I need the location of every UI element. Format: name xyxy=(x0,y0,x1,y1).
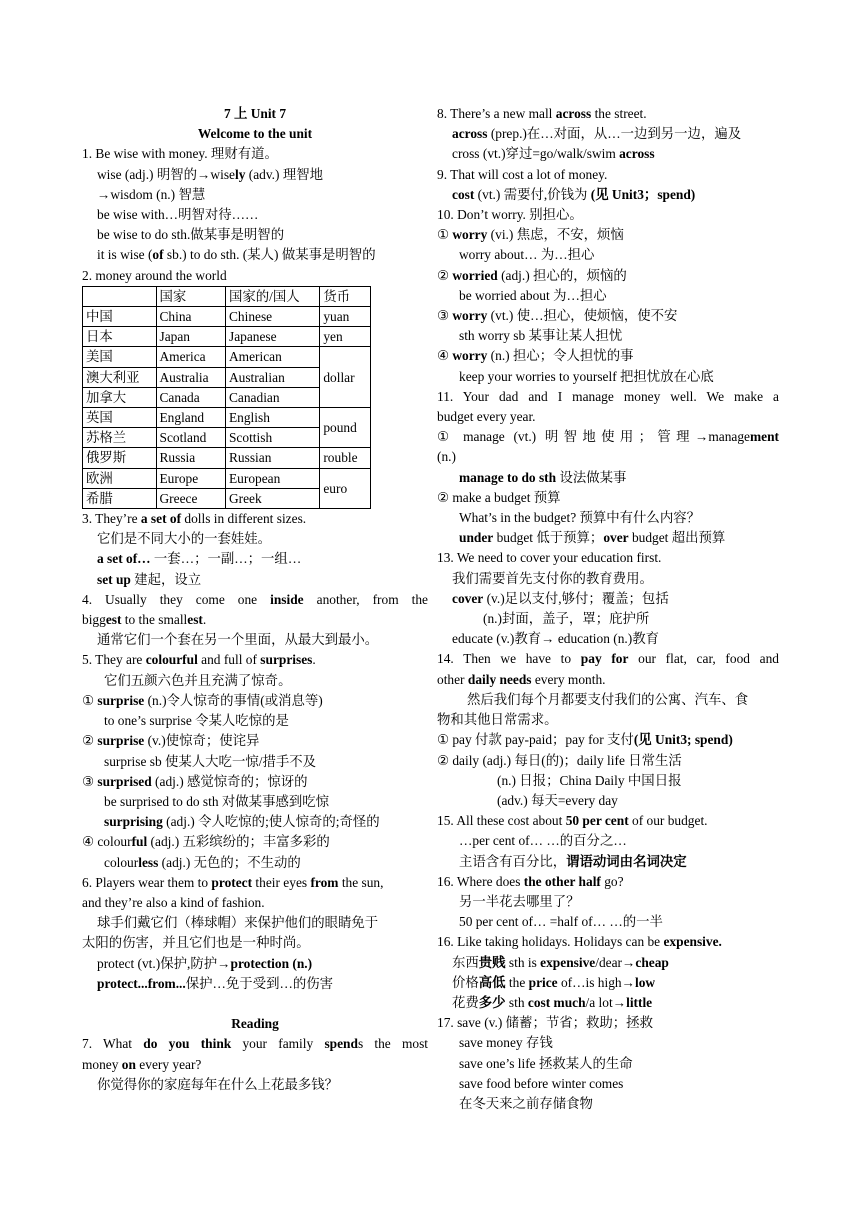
text-line: 3. They’re a set of dolls in different sizes. xyxy=(82,511,307,527)
table-cell: Canadian xyxy=(225,387,319,407)
text-line: 东西贵贱 sth is expensive/dear→cheap xyxy=(452,954,669,970)
text-line: 我们需要首先支付你的教育费用。 xyxy=(452,570,653,586)
text-line: 花费多少 sth cost much/a lot→little xyxy=(452,994,653,1010)
text-line: money on every year? xyxy=(82,1056,202,1072)
text-line: 1. Be wise with money. 理财有道。 xyxy=(82,146,278,162)
text-line: save one’s life 拯救某人的生命 xyxy=(459,1055,633,1071)
text-line: protect (vt.)保护,防护→protection (n.) xyxy=(97,955,313,971)
table-cell: 日本 xyxy=(83,327,157,347)
text-line: What’s in the budget? 预算中有什么内容？ xyxy=(459,510,700,526)
text-line: Welcome to the unit xyxy=(197,126,313,142)
table-cell: 美国 xyxy=(83,347,157,367)
right-column xyxy=(437,104,779,1114)
text-line: set up 建起，设立 xyxy=(97,571,202,587)
table-cell: Japanese xyxy=(225,327,319,347)
text-line: a set of… 一套…；一副…；一组… xyxy=(97,551,302,567)
text-line: (adv.) 每天=every day xyxy=(497,792,618,808)
table-cell: American xyxy=(225,347,319,367)
text-line: and they’re also a kind of fashion. xyxy=(82,894,265,910)
text-line: …per cent of… …的百分之… xyxy=(459,833,627,849)
table-row xyxy=(83,408,371,428)
text-line: ② daily (adj.) 每日(的)；daily life 日常生活 xyxy=(437,752,682,768)
text-line: surprising (adj.) 令人吃惊的;使人惊奇的;奇怪的 xyxy=(104,814,380,830)
text-line: ④ worry (n.) 担心；令人担忧的事 xyxy=(437,348,634,364)
table-cell: European xyxy=(225,468,319,488)
table-cell: 加拿大 xyxy=(83,387,157,407)
text-line: 10. Don’t worry. 别担心。 xyxy=(437,207,583,223)
text-line: ③ surprised (adj.) 感觉惊奇的；惊讶的 xyxy=(82,773,308,789)
text-line: 然后我们每个月都要支付我们的公寓、汽车、食 xyxy=(467,691,749,707)
table-cell: 英国 xyxy=(83,408,157,428)
text-line: save money 存钱 xyxy=(459,1035,553,1051)
currency-table xyxy=(82,286,371,509)
text-line: 另一半花去哪里了？ xyxy=(459,893,580,909)
text-line: under budget 低于预算；over budget 超出预算 xyxy=(459,530,726,546)
text-line: 8. There’s a new mall across the street. xyxy=(437,106,647,121)
text-line: 11. Your dad and I manage money well. We make a xyxy=(437,388,779,404)
text-line: 太阳的伤害，并且它们也是一种时尚。 xyxy=(82,935,310,951)
text-line: cover (v.)足以支付,够付；覆盖；包括 xyxy=(452,590,669,606)
table-cell: Russia xyxy=(156,448,225,468)
currency-cell: dollar xyxy=(320,347,371,408)
text-line: 它们五颜六色并且充满了惊奇。 xyxy=(104,672,292,688)
text-line: 15. All these cost about 50 per cent of our budget. xyxy=(437,813,708,829)
text-line: cross (vt.)穿过=go/walk/swim across xyxy=(452,146,655,162)
text-line: other daily needs every month. xyxy=(437,671,606,687)
table-cell: 澳大利亚 xyxy=(83,367,157,387)
text-line: 通常它们一个套在另一个里面，从最大到最小。 xyxy=(97,632,379,648)
text-line: 2. money around the world xyxy=(82,267,227,283)
text-line: be surprised to do sth 对做某事感到吃惊 xyxy=(104,793,330,809)
text-line: 7. What do you think your family spends the most xyxy=(82,1036,428,1052)
text-line: protect...from...保护…免于受到…的伤害 xyxy=(97,975,334,991)
text-line: be wise with…明智对待…… xyxy=(97,207,259,223)
text-line: 你觉得你的家庭每年在什么上花最多钱？ xyxy=(97,1076,339,1092)
text-line: 物和其他日常需求。 xyxy=(437,712,558,728)
spacer xyxy=(82,994,428,1014)
table-cell: English xyxy=(225,408,319,428)
table-cell: Japan xyxy=(156,327,225,347)
text-line: 17. save (v.) 储蓄；节省；救助；拯救 xyxy=(437,1015,653,1031)
currency-cell: rouble xyxy=(320,448,371,468)
table-cell: 希腊 xyxy=(83,488,157,508)
text-line: (n.)封面，盖子，罩；庇护所 xyxy=(483,611,650,627)
text-line: 7 上 Unit 7 xyxy=(223,106,287,121)
currency-cell: euro xyxy=(320,468,371,508)
currency-cell: yuan xyxy=(320,307,371,327)
text-line: 主语含有百分比，谓语动词由名词决定 xyxy=(459,853,687,869)
table-cell: 苏格兰 xyxy=(83,428,157,448)
text-line: ① pay 付款 pay-paid；pay for 支付(见 Unit3; spend) xyxy=(437,732,733,748)
table-cell: 俄罗斯 xyxy=(83,448,157,468)
text-line: ③ worry (vt.) 使…担心，使烦恼，使不安 xyxy=(437,308,678,324)
table-row xyxy=(83,468,371,488)
text-line: ④ colourful (adj.) 五彩缤纷的；丰富多彩的 xyxy=(82,834,330,850)
table-header-cell: 货币 xyxy=(320,286,371,306)
table-cell: Australian xyxy=(225,367,319,387)
text-line: be worried about 为…担心 xyxy=(459,287,607,303)
text-line: (n.) xyxy=(437,449,456,465)
table-cell: Greek xyxy=(225,488,319,508)
text-line: be wise to do sth.做某事是明智的 xyxy=(97,227,285,243)
text-line: 它们是不同大小的一套娃娃。 xyxy=(97,531,272,547)
table-header-cell: 国家的/国人 xyxy=(225,286,319,306)
text-line: 14. Then we have to pay for our flat, car, food and xyxy=(437,651,779,667)
table-cell: Scottish xyxy=(225,428,319,448)
text-line: 4. Usually they come one inside another, from the xyxy=(82,591,428,607)
table-cell: China xyxy=(156,307,225,327)
text-line: it is wise (of sb.) to do sth. (某人) 做某事是明智的 xyxy=(97,247,376,263)
text-line: 6. Players wear them to protect their eyes from the sun, xyxy=(82,874,384,890)
currency-cell: pound xyxy=(320,408,371,448)
text-line: Reading xyxy=(231,1016,279,1032)
text-line: wise (adj.) 明智的→wisely (adv.) 理智地 xyxy=(97,166,324,182)
text-line: colourless (adj.) 无色的；不生动的 xyxy=(104,854,301,870)
text-line: 价格高低 the price of…is high→low xyxy=(452,974,656,990)
table-cell: Canada xyxy=(156,387,225,407)
left-column xyxy=(82,104,428,1095)
text-line: 16. Like taking holidays. Holidays can be expensive. xyxy=(437,934,722,950)
table-row xyxy=(83,347,371,367)
table-cell: Greece xyxy=(156,488,225,508)
currency-cell: yen xyxy=(320,327,371,347)
text-line: cost (vt.) 需要付,价钱为 (见 Unit3；spend) xyxy=(452,186,696,202)
text-line: 13. We need to cover your education first. xyxy=(437,550,662,566)
table-cell: Scotland xyxy=(156,428,225,448)
text-line: 16. Where does the other half go? xyxy=(437,873,624,889)
text-line: across (prep.)在…对面，从…一边到另一边，遍及 xyxy=(452,126,742,142)
text-line: (n.) 日报；China Daily 中国日报 xyxy=(497,772,682,788)
table-cell: Russian xyxy=(225,448,319,468)
text-line: 在冬天来之前存储食物 xyxy=(459,1095,593,1111)
text-line: educate (v.)教育→ education (n.)教育 xyxy=(452,631,659,647)
text-line: to one’s surprise 令某人吃惊的是 xyxy=(104,713,289,729)
text-line: keep your worries to yourself 把担忧放在心底 xyxy=(459,368,714,384)
text-line: 球手们戴它们（棒球帽）来保护他们的眼睛免于 xyxy=(97,915,379,931)
text-line: surprise sb 使某人大吃一惊/措手不及 xyxy=(104,753,317,769)
table-header-cell: 国家 xyxy=(156,286,225,306)
table-cell: America xyxy=(156,347,225,367)
table-row xyxy=(83,327,371,347)
table-row xyxy=(83,448,371,468)
table-cell: 欧洲 xyxy=(83,468,157,488)
table-cell: Europe xyxy=(156,468,225,488)
text-line: ② surprise (v.)使惊奇；使诧异 xyxy=(82,733,260,749)
text-line: 50 per cent of… =half of… …的一半 xyxy=(459,914,663,930)
table-header-row xyxy=(83,286,371,306)
table-cell: England xyxy=(156,408,225,428)
text-line: worry about… 为…担心 xyxy=(459,247,595,263)
text-line: 5. They are colourful and full of surprises. xyxy=(82,652,316,668)
text-line: ② worried (adj.) 担心的，烦恼的 xyxy=(437,267,627,283)
text-line: 9. That will cost a lot of money. xyxy=(437,166,608,182)
table-row xyxy=(83,307,371,327)
text-line: ① surprise (n.)令人惊奇的事情(或消息等) xyxy=(82,692,323,708)
table-cell: Chinese xyxy=(225,307,319,327)
text-line: ① manage (vt.) 明智地使用；管理→management xyxy=(437,429,779,445)
text-line: →wisdom (n.) 智慧 xyxy=(97,186,206,202)
text-line: ② make a budget 预算 xyxy=(437,489,561,505)
text-line: sth worry sb 某事让某人担忧 xyxy=(459,328,623,344)
text-line: save food before winter comes xyxy=(459,1075,624,1091)
text-line: biggest to the smallest. xyxy=(82,612,207,628)
text-line: manage to do sth 设法做某事 xyxy=(459,469,627,485)
text-line: ① worry (vi.) 焦虑，不安，烦恼 xyxy=(437,227,624,243)
table-cell: 中国 xyxy=(83,307,157,327)
table-cell: Australia xyxy=(156,367,225,387)
table-header-cell xyxy=(83,286,157,306)
text-line: budget every year. xyxy=(437,409,536,425)
